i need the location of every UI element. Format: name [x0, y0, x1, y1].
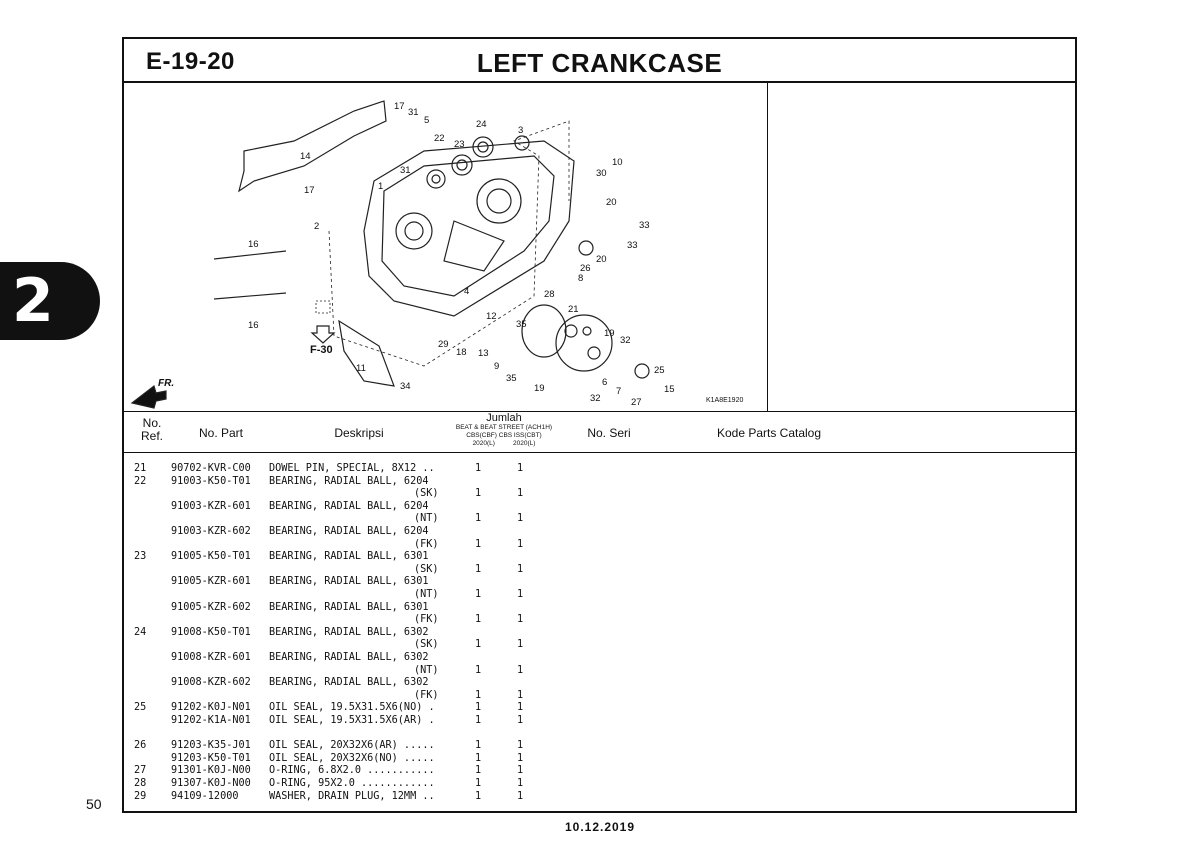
footer-date: 10.12.2019: [564, 820, 636, 834]
table-row: [124, 551, 824, 564]
ref-cell: 22: [134, 475, 147, 487]
catalog-page-frame: [122, 37, 1077, 813]
table-row: [124, 652, 824, 665]
part-number-cell: 91003-KZR-601: [171, 500, 251, 512]
part-number-cell: 91301-K0J-N00: [171, 765, 251, 777]
ref-cell: 26: [134, 740, 147, 752]
description-cell: OIL SEAL, 20X32X6(NO) .....: [269, 752, 435, 764]
ref-cell: 23: [134, 551, 147, 563]
description-cell: OIL SEAL, 20X32X6(AR) .....: [269, 740, 435, 752]
qty-cbs-cell: 1: [475, 702, 482, 714]
col-model-variants: CBS(CBF) CBS ISS(CBT): [466, 432, 542, 439]
qty-cbs-cell: 1: [475, 589, 482, 600]
table-row: [124, 488, 824, 501]
col-no-part: No. Part: [198, 426, 243, 440]
arm-bracket: [239, 101, 386, 191]
qty-cbs-cell: 1: [475, 778, 482, 789]
description-cell: BEARING, RADIAL BALL, 6301: [269, 551, 429, 563]
table-row: [124, 564, 824, 577]
svg-text:29: 29: [438, 339, 449, 350]
qty-cbs-cell: 1: [475, 488, 482, 500]
qty-cbs-cell: 1: [475, 463, 482, 474]
svg-text:7: 7: [616, 386, 622, 397]
svg-text:2: 2: [314, 221, 320, 232]
qty-cbs-cell: 1: [475, 752, 482, 764]
table-row: [124, 576, 824, 589]
ref-cell: 24: [134, 626, 147, 638]
svg-text:33: 33: [639, 220, 650, 231]
svg-text:5: 5: [424, 115, 430, 126]
table-row: [124, 778, 824, 791]
table-row: [124, 476, 824, 489]
part-number-cell: 91008-KZR-601: [171, 652, 251, 663]
svg-text:11: 11: [356, 363, 366, 374]
description-cell: BEARING, RADIAL BALL, 6301: [269, 601, 429, 613]
svg-text:25: 25: [654, 365, 665, 376]
qty-cbs-cell: 1: [475, 538, 482, 550]
svg-text:3: 3: [518, 125, 524, 136]
section-tab-number: 2: [12, 266, 54, 336]
table-row: [124, 463, 824, 476]
svg-text:24: 24: [476, 119, 487, 130]
description-cell: BEARING, RADIAL BALL, 6302: [269, 626, 429, 638]
crankcase-drawing: [124, 81, 766, 411]
section-tab: [0, 262, 100, 340]
part-number-cell: 91008-KZR-602: [171, 677, 251, 689]
svg-text:18: 18: [456, 347, 467, 358]
svg-text:31: 31: [408, 107, 419, 118]
description-cell: BEARING, RADIAL BALL, 6204: [269, 475, 429, 487]
callout-labels: [158, 101, 743, 408]
qty-cbs-iss-cell: 1: [517, 765, 524, 777]
svg-text:31: 31: [400, 165, 411, 176]
qty-cbs-iss-cell: 1: [517, 589, 524, 600]
table-row: [124, 702, 824, 715]
qty-cbs-cell: 1: [475, 765, 482, 777]
qty-cbs-iss-cell: 1: [517, 513, 524, 525]
svg-text:33: 33: [627, 240, 638, 251]
svg-text:15: 15: [664, 384, 675, 395]
table-row: [124, 690, 824, 703]
description-cell: (NT): [414, 664, 439, 676]
table-row: [124, 589, 824, 602]
table-row: [124, 539, 824, 552]
svg-text:32: 32: [620, 335, 631, 346]
col-model-name: BEAT & BEAT STREET (ACH1H): [455, 424, 553, 431]
exploded-diagram: [124, 81, 768, 411]
svg-text:13: 13: [478, 348, 489, 359]
ref-cell: 29: [134, 790, 147, 802]
svg-text:20: 20: [596, 254, 607, 265]
svg-text:17: 17: [394, 101, 405, 112]
svg-text:28: 28: [544, 289, 555, 300]
ref-cell: 28: [134, 778, 147, 789]
svg-text:14: 14: [300, 151, 311, 162]
qty-cbs-cell: 1: [475, 639, 482, 651]
qty-cbs-iss-cell: 1: [517, 702, 524, 714]
svg-text:20: 20: [606, 197, 617, 208]
svg-text:12: 12: [486, 311, 497, 322]
section-code: E-19-20: [146, 48, 235, 75]
svg-text:34: 34: [400, 381, 411, 392]
page-header: [124, 39, 1075, 83]
part-number-cell: 91203-K35-J01: [171, 740, 251, 752]
table-row: [124, 791, 824, 804]
svg-text:16: 16: [248, 320, 259, 331]
qty-cbs-iss-cell: 1: [517, 715, 524, 726]
table-row: [124, 765, 824, 778]
part-number-cell: 91202-K1A-N01: [171, 715, 251, 726]
table-row: [124, 639, 824, 652]
front-direction-label: FR.: [158, 378, 175, 389]
description-cell: (SK): [414, 563, 439, 575]
page-number: 50: [86, 796, 102, 812]
col-no-seri: No. Seri: [587, 426, 631, 440]
svg-text:10: 10: [612, 157, 623, 168]
qty-cbs-cell: 1: [475, 790, 482, 802]
description-cell: BEARING, RADIAL BALL, 6204: [269, 500, 429, 512]
part-number-cell: 91008-K50-T01: [171, 626, 251, 638]
part-number-cell: 91003-KZR-602: [171, 526, 251, 537]
part-number-cell: 91203-K50-T01: [171, 752, 251, 764]
table-row: [124, 526, 824, 539]
qty-cbs-iss-cell: 1: [517, 752, 524, 764]
part-number-cell: 90702-KVR-C00: [171, 463, 251, 474]
svg-text:35: 35: [506, 373, 517, 384]
ref-cell: 27: [134, 765, 147, 777]
table-row: [124, 627, 824, 640]
table-row: [124, 614, 824, 627]
qty-cbs-iss-cell: 1: [517, 563, 524, 575]
svg-text:4: 4: [464, 286, 470, 297]
qty-cbs-cell: 1: [475, 740, 482, 752]
table-row: [124, 753, 824, 766]
description-cell: (SK): [414, 488, 439, 500]
qty-cbs-iss-cell: 1: [517, 740, 524, 752]
description-cell: BEARING, RADIAL BALL, 6204: [269, 526, 429, 537]
svg-text:8: 8: [578, 273, 584, 284]
part-number-cell: 91307-K0J-N00: [171, 778, 251, 789]
col-kode-parts-catalog: Kode Parts Catalog: [716, 426, 822, 440]
qty-cbs-cell: 1: [475, 563, 482, 575]
col-no-ref: No. Ref.: [140, 416, 163, 443]
svg-text:23: 23: [454, 139, 465, 150]
table-row: [124, 677, 824, 690]
qty-cbs-cell: 1: [475, 513, 482, 525]
part-number-cell: 94109-12000: [171, 790, 239, 802]
description-cell: BEARING, RADIAL BALL, 6302: [269, 652, 429, 663]
svg-text:22: 22: [434, 133, 445, 144]
qty-cbs-iss-cell: 1: [517, 538, 524, 550]
svg-text:19: 19: [534, 383, 545, 394]
qty-cbs-cell: 1: [475, 614, 482, 626]
description-cell: DOWEL PIN, SPECIAL, 8X12 ..: [269, 463, 435, 474]
description-cell: (SK): [414, 639, 439, 651]
description-cell: (NT): [414, 589, 439, 600]
part-number-cell: 91202-K0J-N01: [171, 702, 251, 714]
description-cell: (FK): [414, 538, 439, 550]
table-row: [124, 665, 824, 678]
svg-text:9: 9: [494, 361, 500, 372]
diagram-ref-code: K1A8E1920: [706, 397, 744, 404]
ref-cell: 25: [134, 702, 147, 714]
svg-text:30: 30: [596, 168, 607, 179]
part-number-cell: 91005-KZR-601: [171, 576, 251, 588]
description-cell: (NT): [414, 513, 439, 525]
table-row: [124, 513, 824, 526]
col-jumlah: Jumlah: [486, 412, 522, 424]
description-cell: BEARING, RADIAL BALL, 6302: [269, 677, 429, 689]
description-cell: WASHER, DRAIN PLUG, 12MM ..: [269, 790, 435, 802]
table-row: [124, 602, 824, 615]
subref-label: F-30: [310, 344, 333, 356]
col-deskripsi: Deskripsi: [334, 426, 384, 440]
description-cell: OIL SEAL, 19.5X31.5X6(NO) .: [269, 702, 435, 714]
description-cell: O-RING, 6.8X2.0 ...........: [269, 765, 435, 777]
description-cell: OIL SEAL, 19.5X31.5X6(AR) .: [269, 715, 435, 726]
ref-cell: 21: [134, 463, 147, 474]
page-title: LEFT CRANKCASE: [476, 48, 723, 78]
qty-cbs-iss-cell: 1: [517, 778, 524, 789]
svg-text:35: 35: [516, 319, 527, 330]
qty-cbs-cell: 1: [475, 715, 482, 726]
qty-cbs-iss-cell: 1: [517, 790, 524, 802]
qty-cbs-cell: 1: [475, 664, 482, 676]
qty-cbs-iss-cell: 1: [517, 664, 524, 676]
table-row: [124, 728, 824, 741]
svg-text:17: 17: [304, 185, 315, 196]
table-row: [124, 501, 824, 514]
part-number-cell: 91005-KZR-602: [171, 601, 251, 613]
svg-text:19: 19: [604, 328, 615, 339]
svg-text:21: 21: [568, 304, 579, 315]
description-cell: BEARING, RADIAL BALL, 6301: [269, 576, 429, 588]
qty-cbs-iss-cell: 1: [517, 463, 524, 474]
qty-cbs-iss-cell: 1: [517, 614, 524, 626]
description-cell: (FK): [414, 689, 439, 701]
qty-cbs-cell: 1: [475, 689, 482, 701]
table-row: [124, 740, 824, 753]
svg-text:16: 16: [248, 239, 259, 250]
svg-text:32: 32: [590, 393, 601, 404]
col-model-years: 2020(L) 2020(L): [472, 440, 536, 447]
table-row: [124, 715, 824, 728]
table-header: [124, 411, 1075, 453]
qty-cbs-iss-cell: 1: [517, 639, 524, 651]
svg-text:6: 6: [602, 377, 608, 388]
part-number-cell: 91005-K50-T01: [171, 551, 251, 563]
svg-text:26: 26: [580, 263, 591, 274]
qty-cbs-iss-cell: 1: [517, 689, 524, 701]
svg-text:1: 1: [378, 181, 384, 192]
svg-text:27: 27: [631, 397, 642, 408]
description-cell: O-RING, 95X2.0 ............: [269, 778, 435, 789]
description-cell: (FK): [414, 614, 439, 626]
part-number-cell: 91003-K50-T01: [171, 475, 251, 487]
qty-cbs-iss-cell: 1: [517, 488, 524, 500]
